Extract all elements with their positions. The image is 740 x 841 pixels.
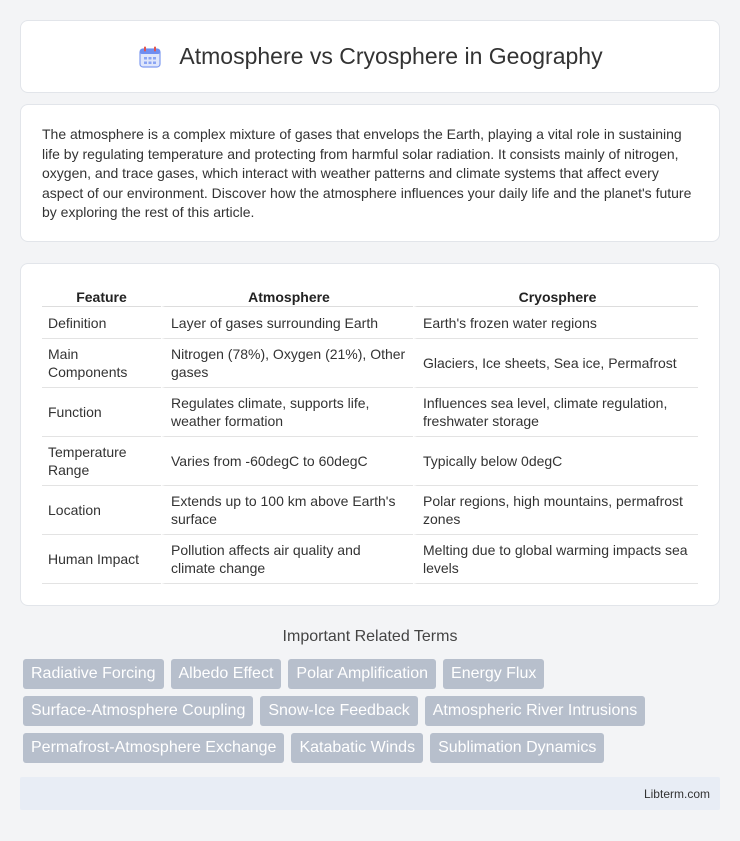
table-cell: Definition [42,307,161,339]
table-row [42,486,698,535]
tag-albedo-effect[interactable]: Albedo Effect [171,659,282,689]
table-cell: Typically below 0degC [413,437,698,486]
tag-row [23,659,723,689]
table-cell: Nitrogen (78%), Oxygen (21%), Other gases [161,339,413,388]
table-cell: Layer of gases surrounding Earth [161,307,413,339]
column-header-cryosphere: Cryosphere [413,286,698,307]
tag-polar-amplification[interactable]: Polar Amplification [288,659,436,689]
table-cell: Location [42,486,161,535]
footer [20,777,720,810]
table-cell: Regulates climate, supports life, weather formation [161,388,413,437]
tag-atmospheric-river-intrusions[interactable]: Atmospheric River Intrusions [425,696,646,726]
table-cell: Polar regions, high mountains, permafrost zones [413,486,698,535]
table-cell: Melting due to global warming impacts sea levels [413,535,698,584]
tag-permafrost-atmosphere-exchange[interactable]: Permafrost-Atmosphere Exchange [23,733,284,763]
table-row [42,437,698,486]
table-row [42,535,698,584]
table-row [42,339,698,388]
table-cell: Human Impact [42,535,161,584]
table-cell: Extends up to 100 km above Earth's surface [161,486,413,535]
comparison-card [20,263,720,606]
related-terms-tags [23,659,723,770]
column-header-atmosphere: Atmosphere [161,286,413,307]
tag-sublimation-dynamics[interactable]: Sublimation Dynamics [430,733,604,763]
footer-site-link[interactable]: Libterm.com [643,786,710,801]
page-title: Atmosphere vs Cryosphere in Geography [179,43,603,69]
table-cell: Main Components [42,339,161,388]
header [137,43,602,70]
tag-energy-flux[interactable]: Energy Flux [443,659,544,689]
table-cell: Earth's frozen water regions [413,307,698,339]
intro-card [20,104,720,242]
column-header-feature: Feature [42,286,161,307]
related-terms-heading: Important Related Terms [282,628,458,645]
tag-katabatic-winds[interactable]: Katabatic Winds [291,733,423,763]
table-cell: Function [42,388,161,437]
table-cell: Glaciers, Ice sheets, Sea ice, Permafrost [413,339,698,388]
table-cell: Influences sea level, climate regulation, freshwater storage [413,388,698,437]
intro-text: The atmosphere is a complex mixture of gases that envelops the Earth, playing a vital role in sustaining life by regulating temperature and protecting from harmful solar radiation. It consists mainly of nitrogen, oxygen, and trace gases, which interact with weather patterns and climate systems that affect every aspect of our environment. Discover how the atmosphere influences your daily life and the planet's future by exploring the rest of this article. [42,126,692,220]
table-cell: Varies from -60degC to 60degC [161,437,413,486]
table-cell: Pollution affects air quality and climate change [161,535,413,584]
table-cell: Temperature Range [42,437,161,486]
tag-row [23,696,723,726]
tag-radiative-forcing[interactable]: Radiative Forcing [23,659,164,689]
table-header-row [42,286,698,307]
calendar-icon [137,44,163,70]
tag-surface-atmosphere-coupling[interactable]: Surface-Atmosphere Coupling [23,696,253,726]
tag-row [23,733,723,763]
table-row [42,388,698,437]
header-card [20,20,720,93]
table-row [42,307,698,339]
tag-snow-ice-feedback[interactable]: Snow-Ice Feedback [260,696,417,726]
comparison-table [42,286,698,584]
